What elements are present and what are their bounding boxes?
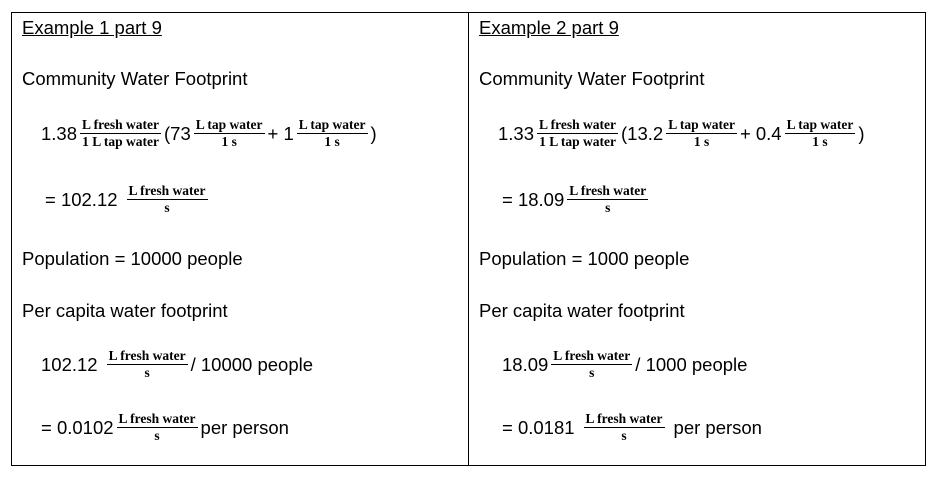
- conversion-fraction: [80, 117, 161, 150]
- per-capita-equation: [502, 348, 747, 381]
- fraction-denominator: 1 s: [221, 134, 237, 149]
- unit-fraction: [117, 411, 198, 444]
- footprint-value: 18.09: [502, 353, 549, 375]
- example-2-title: Example 2 part 9: [479, 17, 619, 38]
- unit-fraction: [107, 348, 188, 381]
- footprint-equation: [41, 117, 377, 150]
- fraction-numerator: L fresh water: [118, 411, 196, 426]
- fraction-numerator: L fresh water: [585, 411, 663, 426]
- fraction-numerator: L fresh water: [569, 183, 647, 198]
- divide-by-population: / 1000 people: [635, 353, 748, 375]
- flow-fraction: [666, 117, 737, 150]
- fraction-numerator: L tap water: [668, 117, 735, 132]
- unit-fraction: [551, 348, 632, 381]
- per-person-label: per person: [673, 416, 762, 438]
- per-capita-heading: Per capita water footprint: [22, 300, 228, 321]
- conversion-coefficient: 1.33: [498, 122, 535, 144]
- per-capita-heading: Per capita water footprint: [479, 300, 685, 321]
- per-capita-result: [502, 411, 762, 444]
- second-flow-term: + 1: [267, 122, 294, 144]
- example-1-title: Example 1 part 9: [22, 17, 162, 38]
- per-capita-result: [41, 411, 289, 444]
- population-line: Population = 10000 people: [22, 248, 243, 269]
- second-flow-term: + 0.4: [739, 122, 782, 144]
- fraction-denominator: 1 s: [324, 134, 340, 149]
- result-unit-fraction: [567, 183, 648, 216]
- conversion-fraction: [537, 117, 618, 150]
- first-flow-term: (73: [164, 122, 191, 144]
- conversion-coefficient: 1.38: [41, 122, 78, 144]
- fraction-numerator: L fresh water: [128, 183, 206, 198]
- first-flow-term: (13.2: [621, 122, 664, 144]
- population-line: Population = 1000 people: [479, 248, 690, 269]
- per-capita-value: = 0.0102: [41, 416, 114, 438]
- footprint-value: 102.12: [41, 353, 98, 375]
- fraction-denominator: 1 L tap water: [82, 134, 159, 149]
- per-capita-value: = 0.0181: [502, 416, 575, 438]
- unit-fraction: [584, 411, 665, 444]
- footprint-result: [45, 183, 211, 216]
- fraction-numerator: L tap water: [298, 117, 366, 132]
- community-footprint-heading: Community Water Footprint: [479, 68, 705, 89]
- fraction-denominator: 1 s: [693, 134, 710, 149]
- closing-paren: ): [370, 122, 377, 144]
- example-table: [11, 12, 926, 466]
- flow-fraction: [297, 117, 368, 150]
- footprint-result: [502, 183, 651, 216]
- fraction-denominator: s: [605, 200, 611, 215]
- fraction-denominator: s: [589, 365, 595, 380]
- fraction-numerator: L fresh water: [539, 117, 617, 132]
- fraction-denominator: s: [164, 200, 170, 215]
- per-capita-equation: [41, 348, 313, 381]
- fraction-denominator: s: [144, 365, 150, 380]
- divide-by-population: / 10000 people: [190, 353, 314, 375]
- fraction-denominator: s: [154, 428, 160, 443]
- example-1-cell: [12, 13, 469, 465]
- footprint-equation: [498, 117, 865, 150]
- example-2-cell: [469, 13, 925, 465]
- community-footprint-heading: Community Water Footprint: [22, 68, 248, 89]
- result-unit-fraction: [127, 183, 208, 216]
- fraction-numerator: L tap water: [195, 117, 263, 132]
- result-value: = 102.12: [45, 188, 118, 210]
- fraction-numerator: L fresh water: [553, 348, 631, 363]
- fraction-numerator: L tap water: [786, 117, 854, 132]
- flow-fraction: [194, 117, 265, 150]
- fraction-denominator: s: [621, 428, 627, 443]
- fraction-denominator: 1 L tap water: [539, 134, 616, 149]
- fraction-denominator: 1 s: [812, 134, 828, 149]
- fraction-numerator: L fresh water: [82, 117, 160, 132]
- flow-fraction: [785, 117, 856, 150]
- closing-paren: ): [858, 122, 865, 144]
- per-person-label: per person: [200, 416, 289, 438]
- result-value: = 18.09: [502, 188, 565, 210]
- fraction-numerator: L fresh water: [108, 348, 186, 363]
